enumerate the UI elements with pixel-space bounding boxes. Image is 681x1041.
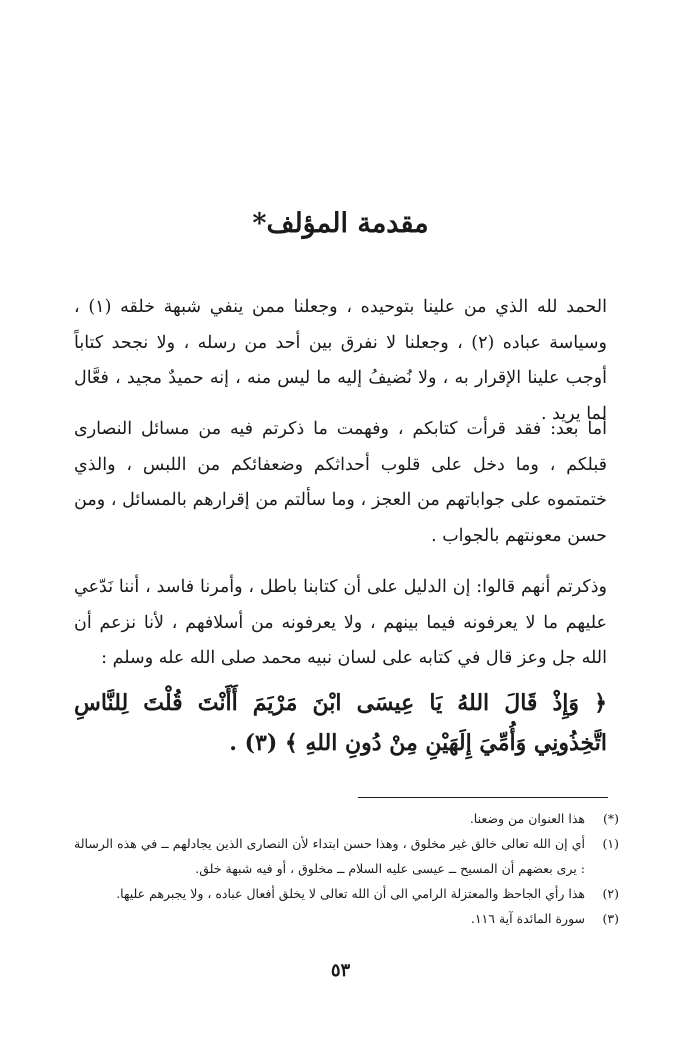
footnote-item — [74, 906, 619, 931]
footnote-item — [74, 831, 619, 881]
footnote-text: أي إن الله تعالى خالق غير مخلوق ، وهذا حسن ابتداء لأن النصارى الذين يجادلهم ــ في هذه الرسالة : يرى بعضهم أن المسيح ــ عيسى عليه السلام ــ مخلوق ، أو فيه شبهة خلق. — [74, 836, 585, 876]
paragraph-introduction: أما بعد: فقد قرأت كتابكم ، وفهمت ما ذكرتم فيه من مسائل النصارى قبلكم ، وما دخل على قلوب أحداثكم وضعفائكم من اللبس ، والذي ختمتموه على جواباتهم من العجز ، وما سألتم من إقرارهم بالمسائل ، ومن حسن معونتهم بالجواب . — [74, 419, 607, 546]
paragraph-claims: وذكرتم أنهم قالوا: إن الدليل على أن كتابنا باطل ، وأمرنا فاسد ، أننا نَدّعي عليهم ما لا يعرفونه فيما بينهم ، ولا يعرفونه من أسلافهم ، لأنا نزعم أن الله جل وعز قال في كتابه على لسان نبيه محمد صلى الله عله وسلم : — [74, 577, 607, 668]
footnote-text: سورة المائدة آية ١١٦. — [470, 911, 585, 926]
footnote-mark: (٣) — [602, 911, 619, 926]
footnote-mark: (٢) — [602, 886, 619, 901]
quran-verse: ﴿ وَإِذْ قَالَ اللهُ يَا عِيسَى ابْنَ مَرْيَمَ أَأَنْتَ قُلْتَ لِلنَّاسِ اتَّخِذُونِي وَأُمِّيَ إِلَهَيْنِ مِنْ دُونِ اللهِ ﴾ (٣) . — [74, 690, 607, 756]
footnote-divider — [358, 797, 608, 798]
page-title: مقدمة المؤلف* — [252, 208, 429, 239]
footnote-item — [74, 806, 619, 831]
page-number: ٥٣ — [330, 960, 351, 981]
footnote-mark: (١) — [602, 836, 619, 851]
paragraph-praise: الحمد لله الذي من علينا بتوحيده ، وجعلنا ممن ينفي شبهة خلقه (١) ، وسياسة عباده (٢) ، وجعلنا لا نفرق بين أحد من رسله ، ولا نجحد كتاباً أوجب علينا الإقرار به ، ولا نُضيفُ إليه ما ليس منه ، إنه حميدٌ مجيد ، فعَّال لما يريد . — [74, 297, 607, 424]
footnote-mark: (*) — [602, 811, 619, 826]
footnote-text: هذا رأي الجاحظ والمعتزلة الرامي الى أن الله تعالى لا يخلق أفعال عباده ، ولا يجبرهم عليها. — [116, 886, 585, 901]
footnotes — [74, 806, 619, 931]
footnote-text: هذا العنوان من وضعنا. — [469, 811, 585, 826]
footnote-item — [74, 881, 619, 906]
